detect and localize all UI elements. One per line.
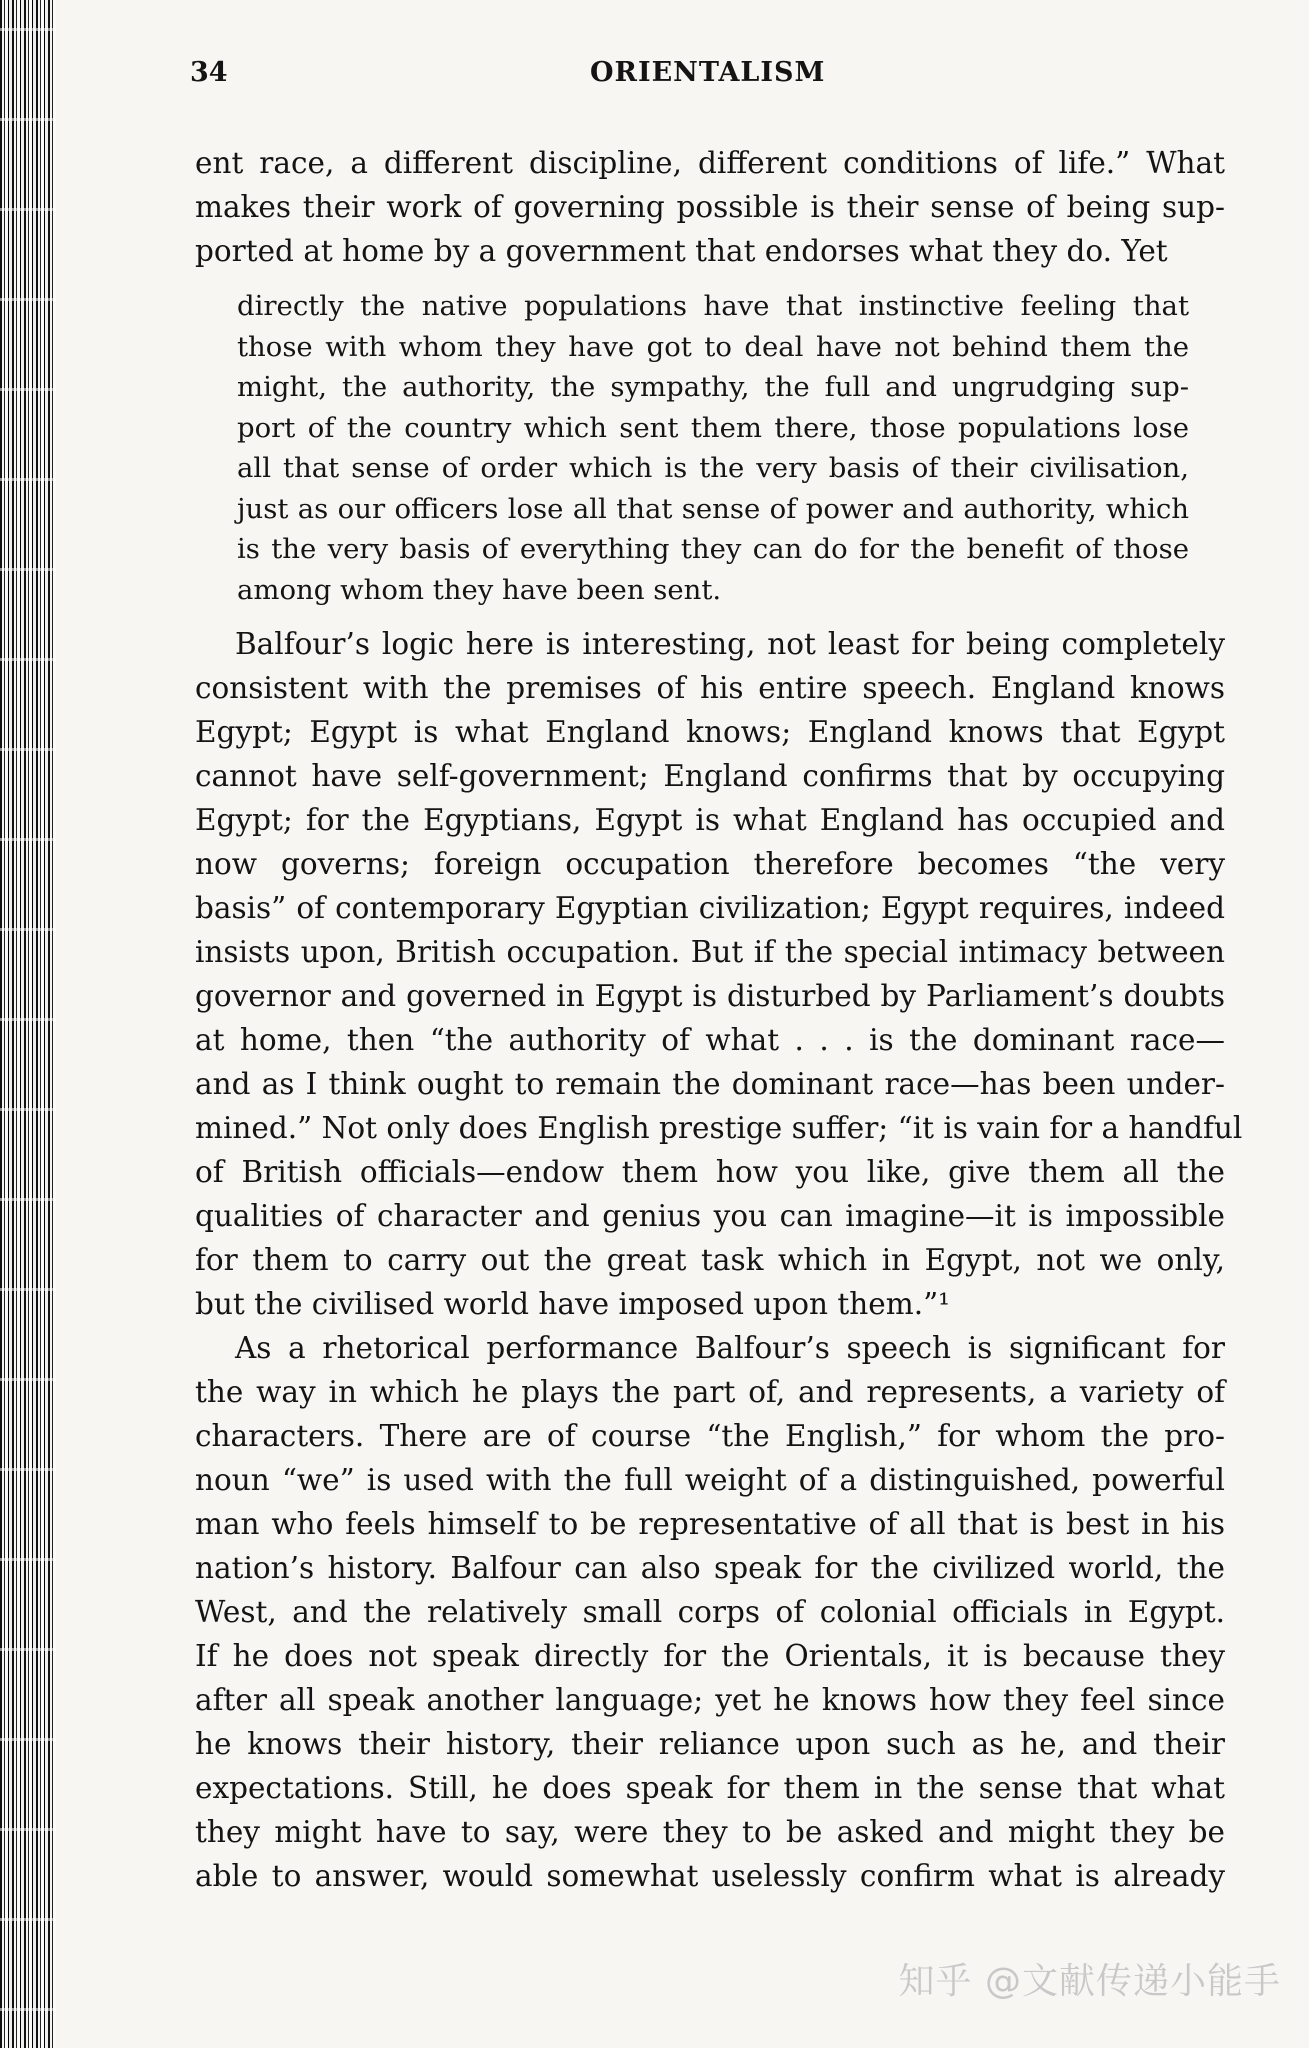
quote-line: those with whom they have got to deal have not behind them the — [237, 330, 1189, 363]
text-line: of British officials—endow them how you like, give them all the — [195, 1155, 1225, 1189]
text-line: Balfour’s logic here is interesting, not least for being completely — [235, 627, 1225, 661]
quote-line: all that sense of order which is the very basis of their civilisation, — [237, 452, 1189, 484]
text-line: characters. There are of course “the English,” for whom the pro- — [195, 1419, 1225, 1453]
text-line: and as I think ought to remain the dominant race—has been under- — [195, 1067, 1225, 1101]
text-line: insists upon, British occupation. But if the special intimacy between — [195, 935, 1225, 969]
text-line: As a rhetorical performance Balfour’s speech is significant for — [235, 1331, 1225, 1365]
quote-line: just as our officers lose all that sense of power and authority, which — [237, 492, 1189, 525]
text-line: Egypt; Egypt is what England knows; England knows that Egypt — [195, 715, 1225, 749]
text-line: he knows their history, their reliance upon such as he, and their — [195, 1727, 1225, 1761]
running-head: ORIENTALISM — [590, 57, 826, 88]
text-line: ent race, a different discipline, different conditions of life.” What — [195, 146, 1225, 180]
text-line: now governs; foreign occupation therefore becomes “the very — [195, 847, 1225, 881]
watermark: 知乎 @文献传递小能手 — [898, 1961, 1281, 2002]
text-line: at home, then “the authority of what . . . is the dominant race— — [195, 1023, 1225, 1057]
text-line: ported at home by a government that endorses what they do. Yet — [195, 234, 1168, 268]
text-line: for them to carry out the great task which in Egypt, not we only, — [195, 1243, 1225, 1277]
quote-line: might, the authority, the sympathy, the full and ungrudging sup- — [237, 371, 1189, 403]
text-line: qualities of character and genius you can imagine—it is impossible — [195, 1199, 1225, 1233]
text-line: consistent with the premises of his entire speech. England knows — [195, 671, 1225, 705]
text-line: man who feels himself to be representative of all that is best in his — [195, 1507, 1225, 1541]
text-line: the way in which he plays the part of, and represents, a variety of — [195, 1375, 1225, 1409]
page-number: 34 — [190, 57, 228, 88]
page-header — [190, 57, 1219, 97]
text-line: cannot have self-government; England confirms that by occupying — [195, 759, 1225, 793]
text-line: they might have to say, were they to be asked and might they be — [195, 1815, 1225, 1849]
paragraph-balfour-logic — [195, 622, 1243, 1326]
text-line: able to answer, would somewhat uselessly confirm what is already — [195, 1859, 1225, 1893]
quote-line: among whom they have been sent. — [237, 573, 722, 606]
text-line: makes their work of governing possible is their sense of being sup- — [195, 190, 1225, 224]
text-line: but the civilised world have imposed upon them.”¹ — [195, 1287, 950, 1321]
text-line: after all speak another language; yet he knows how they feel since — [195, 1683, 1225, 1717]
paragraph-rhetorical-performance — [195, 1326, 1225, 1898]
text-line: expectations. Still, he does speak for them in the sense that what — [195, 1771, 1225, 1805]
text-line: mined.” Not only does English prestige suffer; “it is vain for a handful — [195, 1111, 1243, 1145]
paragraph-continued — [195, 141, 1225, 273]
text-line: noun “we” is used with the full weight of a distinguished, powerful — [195, 1463, 1225, 1497]
quote-line: is the very basis of everything they can do for the benefit of those — [237, 533, 1189, 565]
text-line: nation’s history. Balfour can also speak for the civilized world, the — [195, 1551, 1225, 1585]
text-line: governor and governed in Egypt is disturbed by Parliament’s doubts — [195, 979, 1225, 1013]
text-line: West, and the relatively small corps of colonial officials in Egypt. — [195, 1595, 1225, 1629]
text-line: basis” of contemporary Egyptian civilization; Egypt requires, indeed — [195, 891, 1225, 925]
text-line: If he does not speak directly for the Orientals, it is because they — [195, 1639, 1225, 1673]
book-binding-edge — [0, 0, 56, 2048]
block-quote — [237, 286, 1189, 610]
quote-line: directly the native populations have that instinctive feeling that — [237, 290, 1189, 322]
text-line: Egypt; for the Egyptians, Egypt is what England has occupied and — [195, 803, 1225, 837]
quote-line: port of the country which sent them there, those populations lose — [237, 411, 1189, 444]
